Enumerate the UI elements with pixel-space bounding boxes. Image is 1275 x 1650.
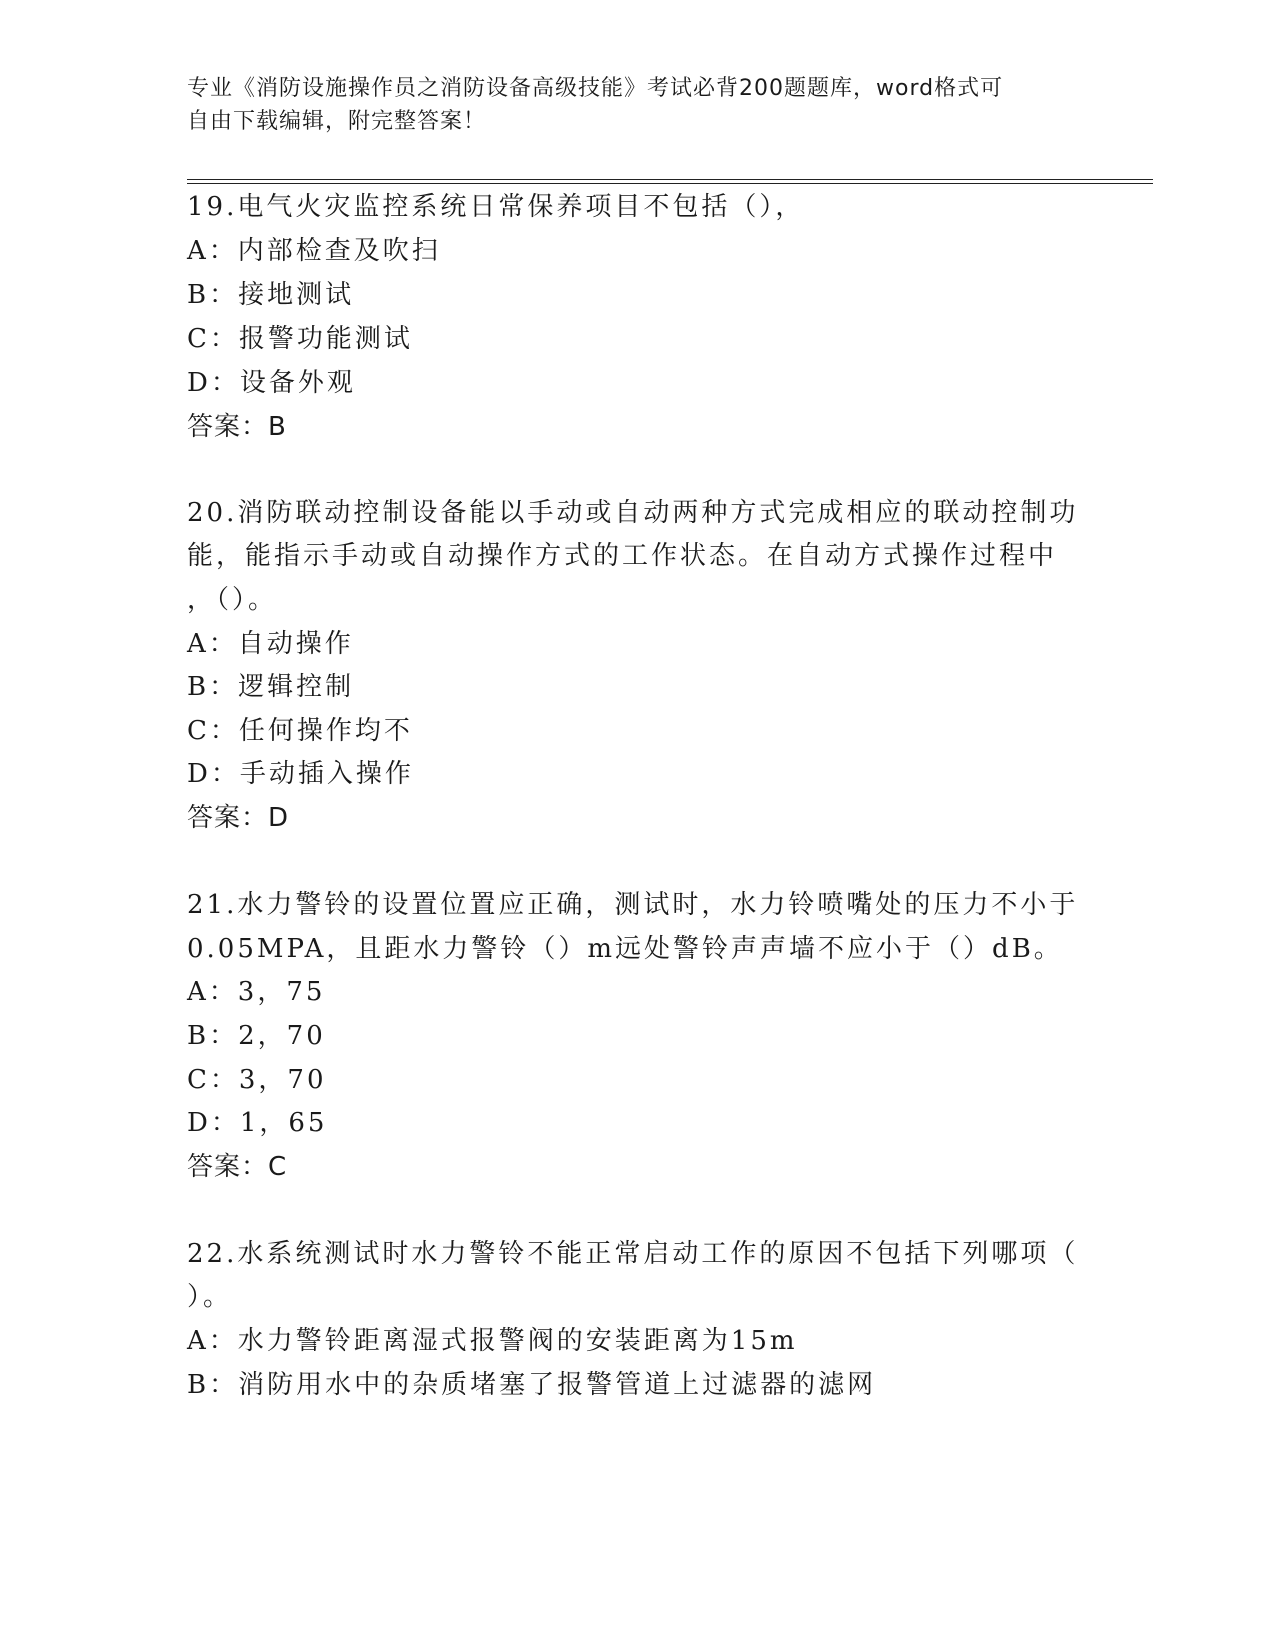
option-c: C：3，70 — [187, 1065, 327, 1095]
option-a: A：自动操作 — [187, 629, 354, 659]
option-b: B：逻辑控制 — [187, 672, 355, 702]
option-b: B：2，70 — [187, 1021, 326, 1051]
option-b: B：接地测试 — [187, 280, 355, 310]
option-b: B：消防用水中的杂质堵塞了报警管道上过滤器的滤网 — [187, 1370, 877, 1400]
question-text: 19.电气火灾监控系统日常保养项目不包括（）， — [187, 192, 805, 222]
question-text: ，（）。 — [187, 585, 278, 615]
question-text: ）。 — [187, 1282, 233, 1312]
document-header — [187, 72, 1087, 138]
option-d: D：设备外观 — [187, 368, 356, 398]
option-c: C：任何操作均不 — [187, 716, 413, 746]
header-divider-top — [187, 179, 1153, 180]
answer: 答案：D — [187, 803, 290, 833]
answer: 答案：B — [187, 412, 287, 442]
header-line-2: 自由下载编辑，附完整答案！ — [187, 109, 487, 134]
question-text: 20.消防联动控制设备能以手动或自动两种方式完成相应的联动控制功 — [187, 498, 1079, 528]
answer: 答案：C — [187, 1152, 288, 1182]
question-text: 21.水力警铃的设置位置应正确，测试时，水力铃喷嘴处的压力不小于 — [187, 890, 1079, 920]
option-c: C：报警功能测试 — [187, 324, 413, 354]
option-a: A：内部检查及吹扫 — [187, 236, 441, 266]
question-text: 能，能指示手动或自动操作方式的工作状态。在自动方式操作过程中 — [187, 541, 1058, 571]
question-text: 0.05MPA，且距水力警铃（）m远处警铃声声墙不应小于（）dB。 — [187, 934, 1063, 964]
option-d: D：手动插入操作 — [187, 759, 414, 789]
header-divider-bottom — [187, 183, 1153, 184]
option-d: D：1，65 — [187, 1108, 328, 1138]
option-a: A：水力警铃距离湿式报警阀的安装距离为15m — [187, 1326, 798, 1356]
question-text: 22.水系统测试时水力警铃不能正常启动工作的原因不包括下列哪项（ — [187, 1239, 1079, 1269]
header-line-1: 专业《消防设施操作员之消防设备高级技能》考试必背200题题库，word格式可 — [187, 76, 1004, 101]
option-a: A：3，75 — [187, 977, 326, 1007]
